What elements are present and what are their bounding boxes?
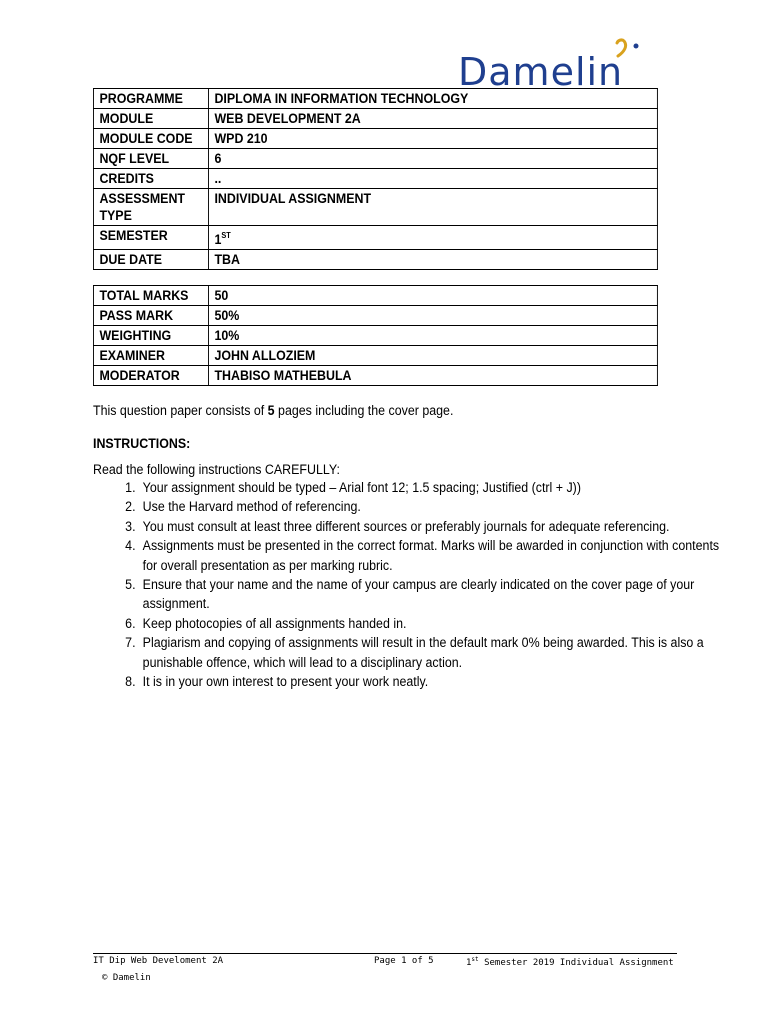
row-label: MODULE CODE xyxy=(93,129,208,149)
row-label: ASSESSMENT TYPE xyxy=(93,189,208,226)
footer-divider xyxy=(93,953,677,954)
row-label: MODULE xyxy=(93,109,208,129)
row-label: PASS MARK xyxy=(93,306,208,326)
row-value: TBA xyxy=(208,250,657,270)
table-row xyxy=(93,169,657,189)
row-label: WEIGHTING xyxy=(93,326,208,346)
row-value: JOHN ALLOZIEM xyxy=(208,346,657,366)
table-row xyxy=(93,109,657,129)
instructions-heading: INSTRUCTIONS: xyxy=(93,436,191,451)
row-value: WEB DEVELOPMENT 2A xyxy=(208,109,657,129)
table-row xyxy=(93,326,657,346)
list-item: 8. It is in your own interest to present your work neatly. xyxy=(139,672,733,691)
row-label: MODERATOR xyxy=(93,366,208,386)
row-value: 1ST xyxy=(208,226,657,250)
row-label: TOTAL MARKS xyxy=(93,286,208,306)
table-row xyxy=(93,226,657,250)
row-value: 50 xyxy=(208,286,657,306)
row-label: CREDITS xyxy=(93,169,208,189)
row-value: 6 xyxy=(208,149,657,169)
logo-text: Damelin xyxy=(458,50,624,94)
footer-semester: 1st Semester 2019 Individual Assignment xyxy=(466,956,674,968)
row-value: INDIVIDUAL ASSIGNMENT xyxy=(208,189,657,226)
list-item: 4. Assignments must be presented in the correct format. Marks will be awarded in conjunction with contents for overall presentation as per marking rubric. xyxy=(139,536,733,575)
module-info-table xyxy=(93,88,658,270)
page-count: 5 xyxy=(267,403,275,418)
row-label: DUE DATE xyxy=(93,250,208,270)
row-label: EXAMINER xyxy=(93,346,208,366)
list-item: 2. Use the Harvard method of referencing. xyxy=(139,497,733,516)
footer-module: IT Dip Web Develoment 2A xyxy=(93,956,224,966)
list-item: 5. Ensure that your name and the name of your campus are clearly indicated on the cover page of your assignment. xyxy=(139,575,733,614)
list-item: 6. Keep photocopies of all assignments handed in. xyxy=(139,614,733,633)
table-row xyxy=(93,286,657,306)
instructions-list xyxy=(93,478,733,691)
list-item: 7. Plagiarism and copying of assignments will result in the default mark 0% being awarded. This is also a punishable offence, which will lead to a disciplinary action. xyxy=(139,633,733,672)
table-row xyxy=(93,306,657,326)
row-value: WPD 210 xyxy=(208,129,657,149)
table-row xyxy=(93,149,657,169)
footer-page-number: Page 1 of 5 xyxy=(374,956,434,966)
table-row xyxy=(93,189,657,226)
intro-paragraph: This question paper consists of 5 pages including the cover page. xyxy=(93,403,454,418)
row-value: DIPLOMA IN INFORMATION TECHNOLOGY xyxy=(208,89,657,109)
row-value: 10% xyxy=(208,326,657,346)
list-item: 1. Your assignment should be typed – Arial font 12; 1.5 spacing; Justified (ctrl + J)) xyxy=(139,478,733,497)
table-row xyxy=(93,129,657,149)
table-row xyxy=(93,250,657,270)
list-item: 3. You must consult at least three different sources or preferably journals for adequate referencing. xyxy=(139,517,733,536)
table-row xyxy=(93,346,657,366)
marks-info-table xyxy=(93,285,658,386)
row-value: .. xyxy=(208,169,657,189)
row-label: NQF LEVEL xyxy=(93,149,208,169)
table-row xyxy=(93,89,657,109)
row-label: PROGRAMME xyxy=(93,89,208,109)
row-value: 50% xyxy=(208,306,657,326)
table-row xyxy=(93,366,657,386)
footer-copyright: © Damelin xyxy=(102,973,151,983)
instructions-lead: Read the following instructions CAREFULLY: xyxy=(93,462,340,477)
row-label: SEMESTER xyxy=(93,226,208,250)
row-value: THABISO MATHEBULA xyxy=(208,366,657,386)
